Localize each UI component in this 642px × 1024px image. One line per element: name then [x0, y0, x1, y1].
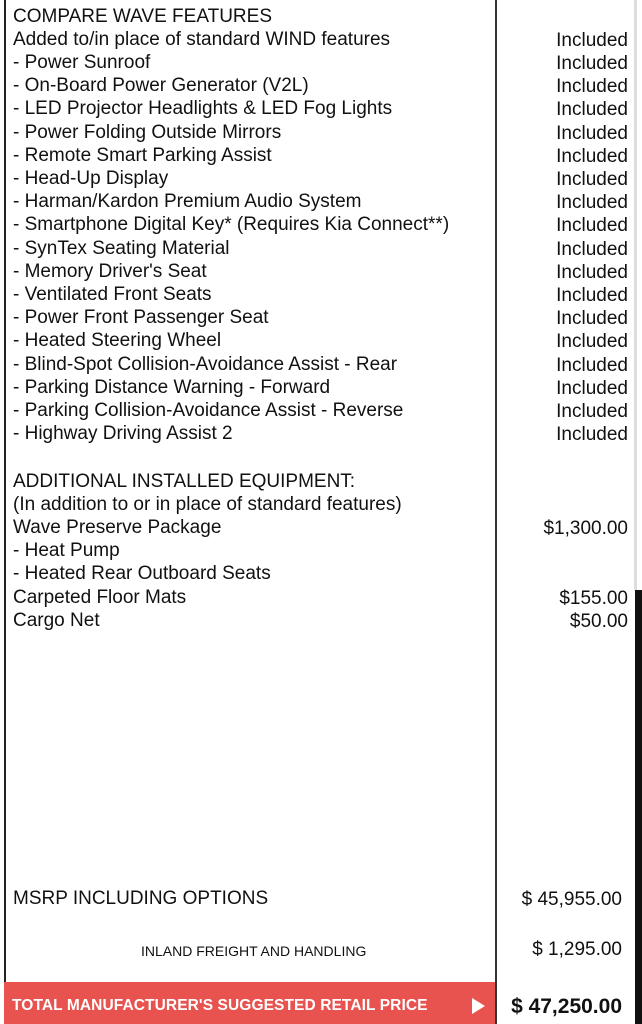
msrp-label: MSRP INCLUDING OPTIONS — [13, 888, 269, 909]
msrp-value: $ 45,955.00 — [521, 889, 622, 910]
edge-line — [634, 0, 637, 590]
feature-item-value: Included — [556, 262, 628, 283]
additional-item-label: - Heat Pump — [13, 540, 120, 561]
total-value: $ 47,250.00 — [511, 995, 622, 1018]
feature-item-value: Included — [556, 215, 628, 236]
additional-item-label: Carpeted Floor Mats — [13, 587, 187, 608]
feature-item-label: - Highway Driving Assist 2 — [13, 423, 233, 444]
feature-item-label: - Power Sunroof — [13, 52, 151, 73]
feature-item-value: Included — [556, 192, 628, 213]
total-label: TOTAL MANUFACTURER'S SUGGESTED RETAIL PRICE — [12, 997, 428, 1014]
feature-item-value: Included — [556, 239, 628, 260]
features-subheading: Added to/in place of standard WIND features — [13, 29, 391, 50]
feature-item-value: Included — [556, 53, 628, 74]
feature-item-value: Included — [556, 355, 628, 376]
additional-item-label: Wave Preserve Package — [13, 517, 222, 538]
feature-item-label: - LED Projector Headlights & LED Fog Lights — [13, 98, 393, 119]
feature-item-value: Included — [556, 331, 628, 352]
feature-item-label: - Parking Distance Warning - Forward — [13, 377, 331, 398]
edge-shadow — [632, 590, 642, 1024]
feature-item-label: - Ventilated Front Seats — [13, 284, 212, 305]
feature-item-value: Included — [556, 424, 628, 445]
feature-item-label: - Memory Driver's Seat — [13, 261, 207, 282]
feature-item-label: - Heated Steering Wheel — [13, 330, 222, 351]
feature-item-label: - Power Folding Outside Mirrors — [13, 122, 282, 143]
feature-item-label: - Smartphone Digital Key* (Requires Kia Connect**) — [13, 214, 450, 235]
feature-item-label: - SynTex Seating Material — [13, 238, 230, 259]
additional-item-value: $1,300.00 — [543, 518, 628, 539]
additional-item-label: Cargo Net — [13, 610, 100, 631]
column-divider — [495, 0, 497, 1024]
feature-item-label: - Power Front Passenger Seat — [13, 307, 269, 328]
feature-item-label: - Harman/Kardon Premium Audio System — [13, 191, 362, 212]
additional-heading: ADDITIONAL INSTALLED EQUIPMENT: — [13, 471, 356, 492]
left-border — [4, 0, 6, 1024]
feature-item-value: Included — [556, 123, 628, 144]
additional-subheading: (In addition to or in place of standard features) — [13, 494, 402, 515]
freight-label: INLAND FREIGHT AND HANDLING — [141, 943, 367, 959]
features-subheading-value: Included — [556, 30, 628, 51]
features-heading: COMPARE WAVE FEATURES — [13, 6, 272, 27]
page-edge — [632, 0, 642, 1024]
feature-item-value: Included — [556, 76, 628, 97]
feature-item-label: - Head-Up Display — [13, 168, 169, 189]
feature-item-value: Included — [556, 308, 628, 329]
feature-item-value: Included — [556, 378, 628, 399]
feature-item-label: - Parking Collision-Avoidance Assist - Reverse — [13, 400, 404, 421]
feature-item-value: Included — [556, 401, 628, 422]
additional-item-value: $50.00 — [569, 611, 628, 632]
feature-item-label: - Blind-Spot Collision-Avoidance Assist - Rear — [13, 354, 398, 375]
additional-item-value: $155.00 — [559, 588, 628, 609]
feature-item-value: Included — [556, 285, 628, 306]
freight-value: $ 1,295.00 — [532, 939, 622, 960]
additional-item-label: - Heated Rear Outboard Seats — [13, 563, 271, 584]
feature-item-value: Included — [556, 146, 628, 167]
feature-item-value: Included — [556, 169, 628, 190]
play-triangle-icon — [472, 998, 485, 1014]
feature-item-label: - On-Board Power Generator (V2L) — [13, 75, 309, 96]
feature-item-label: - Remote Smart Parking Assist — [13, 145, 272, 166]
feature-item-value: Included — [556, 99, 628, 120]
